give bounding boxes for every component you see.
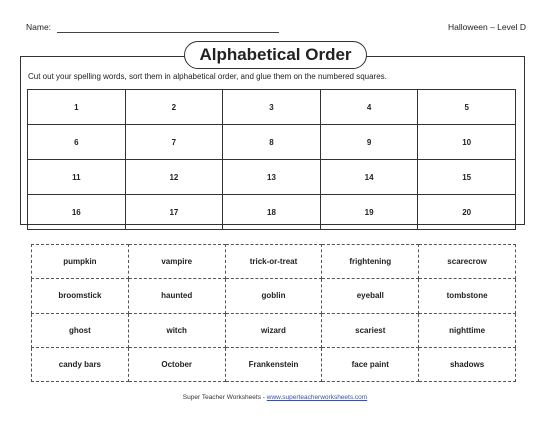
footer <box>0 394 550 401</box>
word-card: October <box>128 347 225 381</box>
word-card: witch <box>128 313 225 347</box>
name-label: Name: <box>26 22 52 32</box>
numbered-square: 11 <box>28 160 126 195</box>
spelling-words-grid <box>31 244 516 382</box>
word-row <box>32 347 516 381</box>
numbered-square: 5 <box>418 90 516 125</box>
numbered-square: 7 <box>125 125 223 160</box>
numbered-square: 8 <box>223 125 321 160</box>
word-row <box>32 245 516 279</box>
numbered-square: 17 <box>125 195 223 230</box>
numbered-square: 19 <box>320 195 418 230</box>
word-card: haunted <box>128 279 225 313</box>
numbered-square: 3 <box>223 90 321 125</box>
instructions: Cut out your spelling words, sort them in alphabetical order, and glue them on the numbered squares. <box>28 72 387 81</box>
word-card: scariest <box>322 313 419 347</box>
numbered-square: 18 <box>223 195 321 230</box>
word-card: face paint <box>322 347 419 381</box>
numbered-square: 14 <box>320 160 418 195</box>
numbered-square: 9 <box>320 125 418 160</box>
word-card: eyeball <box>322 279 419 313</box>
numbered-square: 12 <box>125 160 223 195</box>
word-card: shadows <box>419 347 516 381</box>
word-card: ghost <box>32 313 129 347</box>
word-card: Frankenstein <box>225 347 322 381</box>
numbered-row <box>28 195 516 230</box>
numbered-square: 20 <box>418 195 516 230</box>
word-card: trick-or-treat <box>225 245 322 279</box>
word-card: broomstick <box>32 279 129 313</box>
numbered-square: 4 <box>320 90 418 125</box>
numbered-square: 15 <box>418 160 516 195</box>
numbered-row <box>28 90 516 125</box>
numbered-row <box>28 160 516 195</box>
word-row <box>32 279 516 313</box>
word-card: frightening <box>322 245 419 279</box>
word-card: scarecrow <box>419 245 516 279</box>
numbered-row <box>28 125 516 160</box>
word-card: tombstone <box>419 279 516 313</box>
footer-text: Super Teacher Worksheets - <box>182 394 267 401</box>
word-row <box>32 313 516 347</box>
word-card: candy bars <box>32 347 129 381</box>
word-card: goblin <box>225 279 322 313</box>
page-title: Alphabetical Order <box>184 41 367 69</box>
numbered-square: 16 <box>28 195 126 230</box>
word-card: pumpkin <box>32 245 129 279</box>
numbered-square: 6 <box>28 125 126 160</box>
numbered-square: 13 <box>223 160 321 195</box>
numbered-squares-grid <box>27 89 516 230</box>
word-card: wizard <box>225 313 322 347</box>
numbered-square: 1 <box>28 90 126 125</box>
word-card: nighttime <box>419 313 516 347</box>
header-row <box>26 22 526 36</box>
numbered-square: 2 <box>125 90 223 125</box>
level-label: Halloween – Level D <box>448 22 526 32</box>
numbered-square: 10 <box>418 125 516 160</box>
name-line <box>57 32 279 33</box>
word-card: vampire <box>128 245 225 279</box>
footer-link[interactable]: www.superteacherworksheets.com <box>266 394 368 401</box>
